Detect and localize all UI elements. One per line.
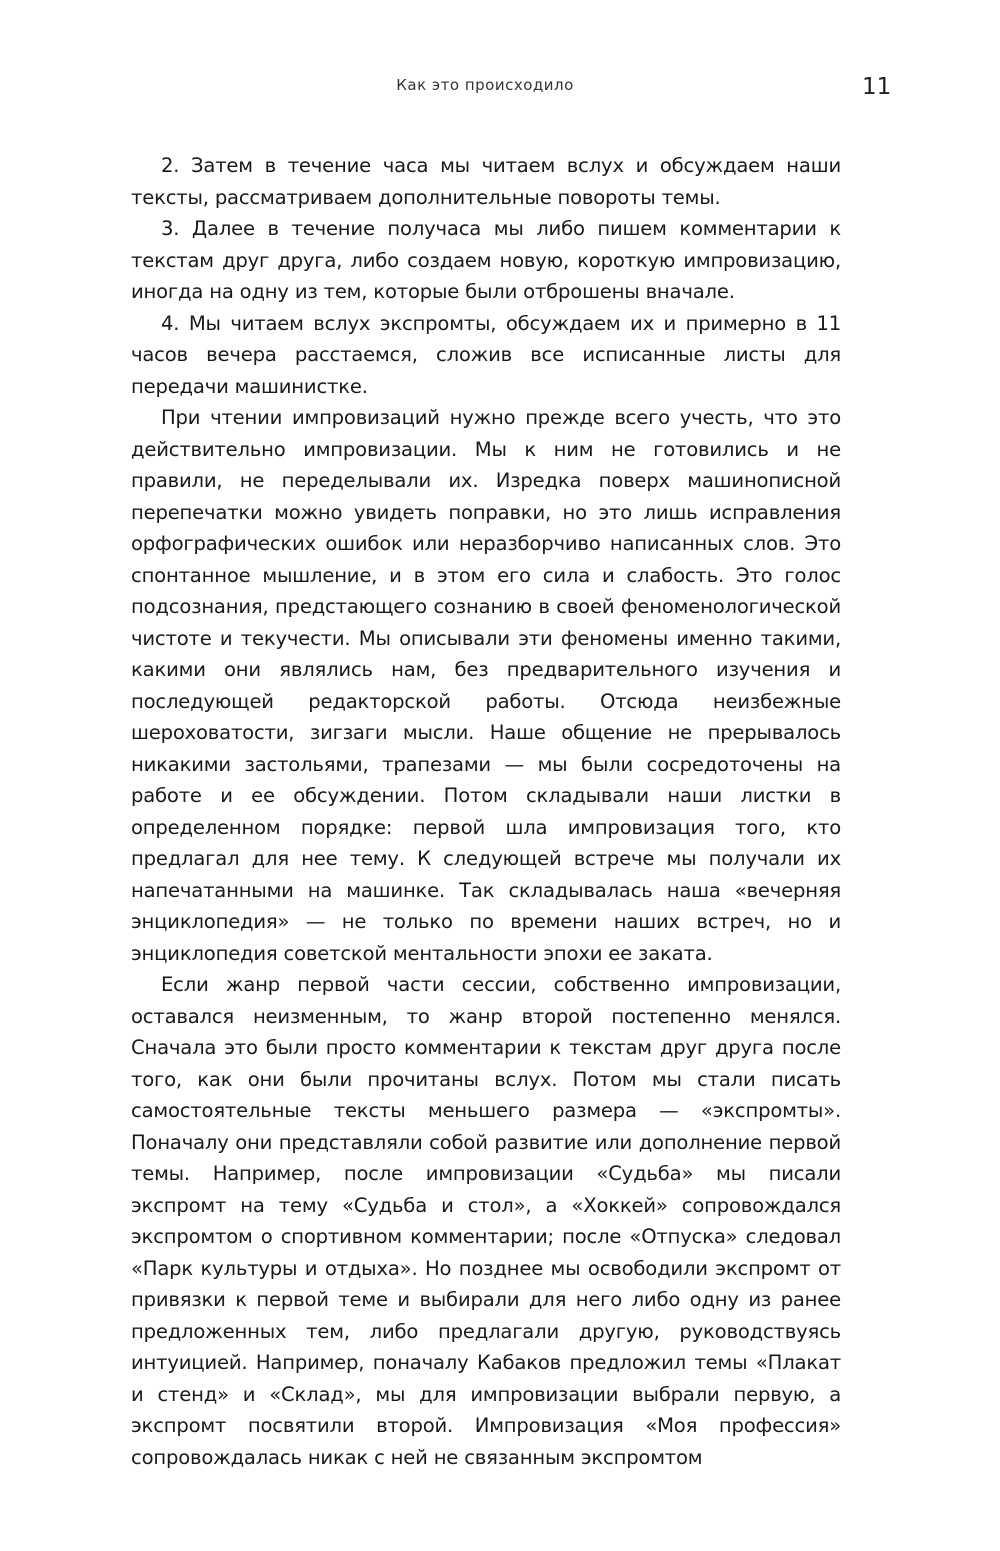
paragraph-item-3: 3. Далее в течение получаса мы либо пишем комментарии к текстам друг друга, либо создаем новую, короткую импровизацию, иногда на одну из тем, которые были отброшены вначале. [131, 217, 841, 303]
body-text [131, 150, 841, 1473]
paragraph-genre: Если жанр первой части сессии, собственно импровизации, оставался неизменным, то жанр второй постепенно менялся. Сначала это были просто комментарии к текстам друг друга после того, как они были прочитаны вслух. Потом мы стали писать самостоятельные тексты меньшего размера — «экспромты». Поначалу они представляли собой развитие или дополнение первой темы. Например, после импровизации «Судьба» мы писали экспромт на тему «Судьба и стол», а «Хоккей» сопровождался экспромтом о спортивном комментарии; после «Отпуска» следовал «Парк культуры и отдыха». Но позднее мы освободили экспромт от привязки к первой теме и выбирали для него либо одну из ранее предложенных тем, либо предлагали другую, руководствуясь интуицией. Например, поначалу Кабаков предложил темы «Плакат и стенд» и «Склад», мы для импровизации выбрали первую, а экспромт посвятили второй. Импровизация «Моя профессия» сопровождалась никак с ней не связанным экспромтом [131, 973, 841, 1469]
page-number: 11 [862, 74, 892, 100]
running-title: Как это происходило [396, 76, 574, 94]
paragraph-item-2: 2. Затем в течение часа мы читаем вслух и обсуждаем наши тексты, рассматриваем дополнительные повороты темы. [131, 154, 841, 209]
paragraph-improvisations: При чтении импровизаций нужно прежде всего учесть, что это действительно импровизации. Мы к ним не готовились и не правили, не переделывали их. Изредка поверх машинописной перепечатки можно увидеть поправки, но это лишь исправления орфографических ошибок или неразборчиво написанных слов. Это спонтанное мышление, и в этом его сила и слабость. Это голос подсознания, предстающего сознанию в своей феноменологической чистоте и текучести. Мы описывали эти феномены именно такими, какими они являлись нам, без предварительного изучения и последующей редакторской работы. Отсюда неизбежные шероховатости, зигзаги мысли. Наше общение не прерывалось никакими застольями, трапезами — мы были сосредоточены на работе и ее обсуждении. Потом складывали наши листки в определенном порядке: первой шла импровизация того, кто предлагал для нее тему. К следующей встрече мы получали их напечатанными на машинке. Так складывалась наша «вечерняя энциклопедия» — не только по времени наших встреч, но и энциклопедия советской ментальности эпохи ее заката. [131, 406, 841, 965]
paragraph-item-4: 4. Мы читаем вслух экспромты, обсуждаем их и примерно в 11 часов вечера расстаемся, сложив все исписанные листы для передачи машинистке. [131, 311, 841, 398]
